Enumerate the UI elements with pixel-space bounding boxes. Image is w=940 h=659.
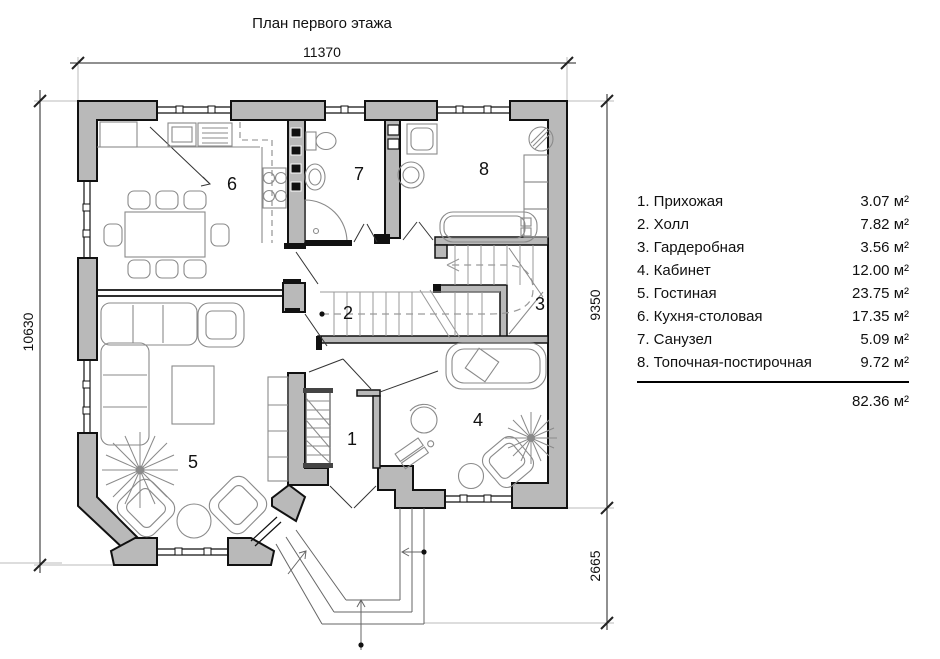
legend-item-name: 5. Гостиная [637,285,717,302]
furniture-office [395,343,546,492]
room-label-1: 1 [346,429,358,449]
furniture-bathroom [305,132,347,242]
dim-height-right-porch: 2665 [587,550,603,582]
legend-item-name: 2. Холл [637,216,690,233]
wardrobe-marks [509,248,546,334]
dim-height-left: 10630 [20,312,36,352]
dim-height-right-main: 9350 [587,289,603,321]
porch-steps [276,508,424,650]
legend-item-area: 12.00 м² [851,262,909,279]
porch-dot-1 [421,549,426,554]
legend-item [637,351,909,374]
legend-item-name: 4. Кабинет [637,262,711,279]
furniture-kitchen [97,122,287,278]
legend-item-area: 3.56 м² [860,239,909,256]
room-label-2: 2 [342,303,354,323]
page-title: План первого этажа [252,15,392,32]
legend-item-area: 5.09 м² [860,331,909,348]
legend-item-name: 3. Гардеробная [637,239,745,256]
kitchen-living-wall [97,290,283,296]
legend-list [637,190,909,374]
room-label-3: 3 [534,294,546,314]
room-label-5: 5 [187,452,199,472]
legend-item-area: 23.75 м² [851,285,909,302]
legend-item [637,190,909,213]
room-label-8: 8 [478,159,490,179]
legend-item [637,282,909,305]
porch-dot-2 [358,642,363,647]
shower-curb [305,240,352,246]
legend-item-name: 7. Санузел [637,331,713,348]
legend-item-name: 1. Прихожая [637,193,724,210]
legend-separator [637,381,909,383]
furniture-living [101,303,288,541]
legend-item [637,259,909,282]
legend-item-name: 6. Кухня-столовая [637,308,763,325]
legend-total-area: 82.36 м² [851,393,909,410]
room-legend [637,190,909,413]
legend-item-name: 8. Топочная-постирочная [637,354,812,371]
fireplace [303,388,333,468]
legend-item-area: 17.35 м² [851,308,909,325]
legend-item-area: 9.72 м² [860,354,909,371]
legend-item [637,328,909,351]
legend-item-area: 7.82 м² [860,216,909,233]
dim-width-top: 11370 [303,44,341,60]
legend-item [637,236,909,259]
room-label-4: 4 [472,410,484,430]
legend-item [637,213,909,236]
legend-item [637,305,909,328]
room-label-6: 6 [226,174,238,194]
room-labels [188,159,545,472]
legend-item-area: 3.07 м² [860,193,909,210]
plant-living [102,432,178,508]
room-label-7: 7 [353,164,365,184]
